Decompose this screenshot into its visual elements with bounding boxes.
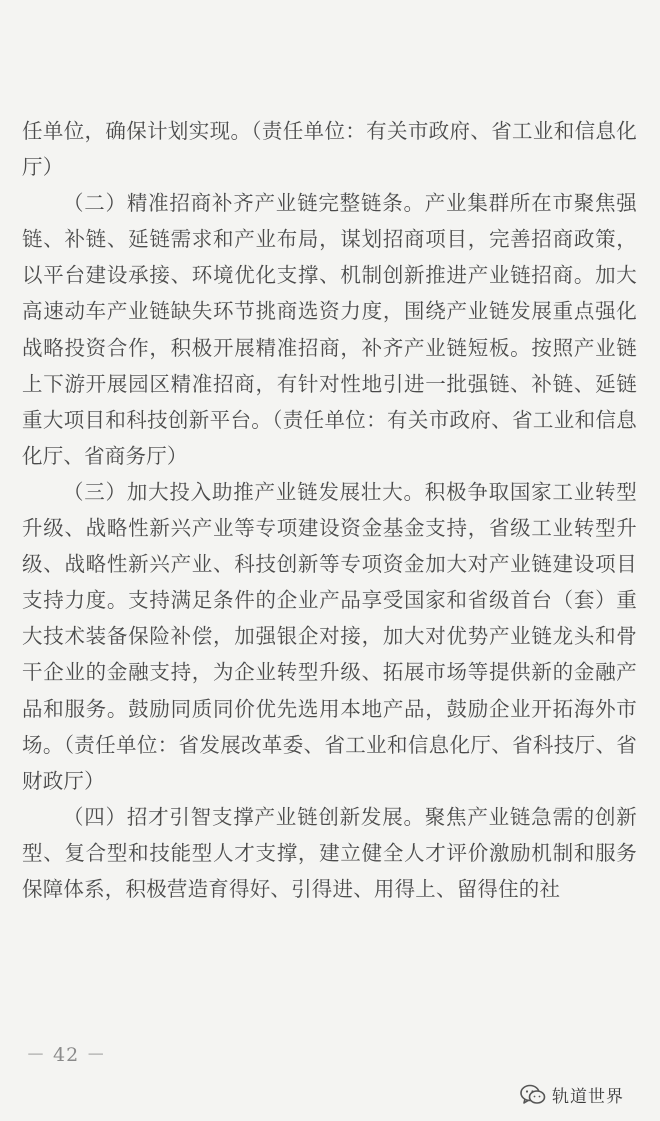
text-line: 厅、省科技厅、省财政厅）	[22, 732, 637, 793]
text-line: 企业开拓海外市场。（责任单位：省发展改革委、省工业和信息化	[22, 696, 638, 757]
text-line: 点强化战略投资合作，积极开展精准招商，补齐产业链短板。按	[22, 299, 637, 360]
paragraph-section-2	[22, 185, 637, 474]
text-line: 省工业和信息化厅、省商务厅）	[22, 407, 637, 468]
text-line: 型升级、战略性新兴产业等专项建设资金基金支持，省级工业转	[22, 479, 637, 541]
text-line: 强链、补链、延链需求和产业布局，谋划招商项目，完善招商政	[22, 191, 637, 252]
watermark	[520, 1082, 624, 1107]
text-line: 加大高速动车产业链缺失环节挑商选资力度，围绕产业链发展重	[22, 263, 637, 324]
text-line: 策，以平台建设承接、环境优化支撑、机制创新推进产业链招商。	[22, 227, 637, 288]
text-line: （三）加大投入助推产业链发展壮大。积极争取国家工业转	[63, 479, 617, 504]
watermark-label: 轨道世界	[552, 1087, 624, 1107]
page-number: － 42 －	[26, 1044, 107, 1066]
paragraph-continuation	[22, 113, 637, 185]
paragraph-section-3	[22, 474, 637, 799]
text-line: 照产业链上下游开展园区精准招商，有针对性地引进一批强链、	[22, 335, 637, 396]
text-line: 补链、延链重大项目和科技创新平台。（责任单位：有关市政府、	[22, 371, 637, 432]
text-line: （套）重大技术装备保险补偿，加强银企对接，加大对优势产业	[22, 588, 637, 649]
text-line: 任单位，确保计划实现。（责任单位：有关市政府、省工业和信息	[22, 119, 617, 143]
wechat-icon	[520, 1084, 546, 1106]
text-line: （四）招才引智支撑产业链创新发展。聚焦产业链急需的创	[63, 804, 617, 829]
text-line: （二）精准招商补齐产业链完整链条。产业集群所在市聚焦	[63, 191, 617, 216]
text-line: 链龙头和骨干企业的金融支持，为企业转型升级、拓展市场等提	[22, 624, 637, 685]
text-line: 新型、复合型和技能型人才支撑，建立健全人才评价激励机制和	[22, 804, 637, 865]
text-line: 设项目支持力度。支持满足条件的企业产品享受国家和省级首台	[22, 552, 637, 613]
text-line: 型升级、战略性新兴产业、科技创新等专项资金加大对产业链建	[22, 516, 637, 577]
text-line: 服务保障体系，积极营造育得好、引得进、用得上、留得住的社	[22, 840, 637, 901]
text-line: 供新的金融产品和服务。鼓励同质同价优先选用本地产品，鼓励	[22, 660, 637, 721]
body-text	[22, 113, 637, 907]
paragraph-section-4	[22, 799, 637, 907]
text-line: 化厅）	[22, 119, 637, 180]
